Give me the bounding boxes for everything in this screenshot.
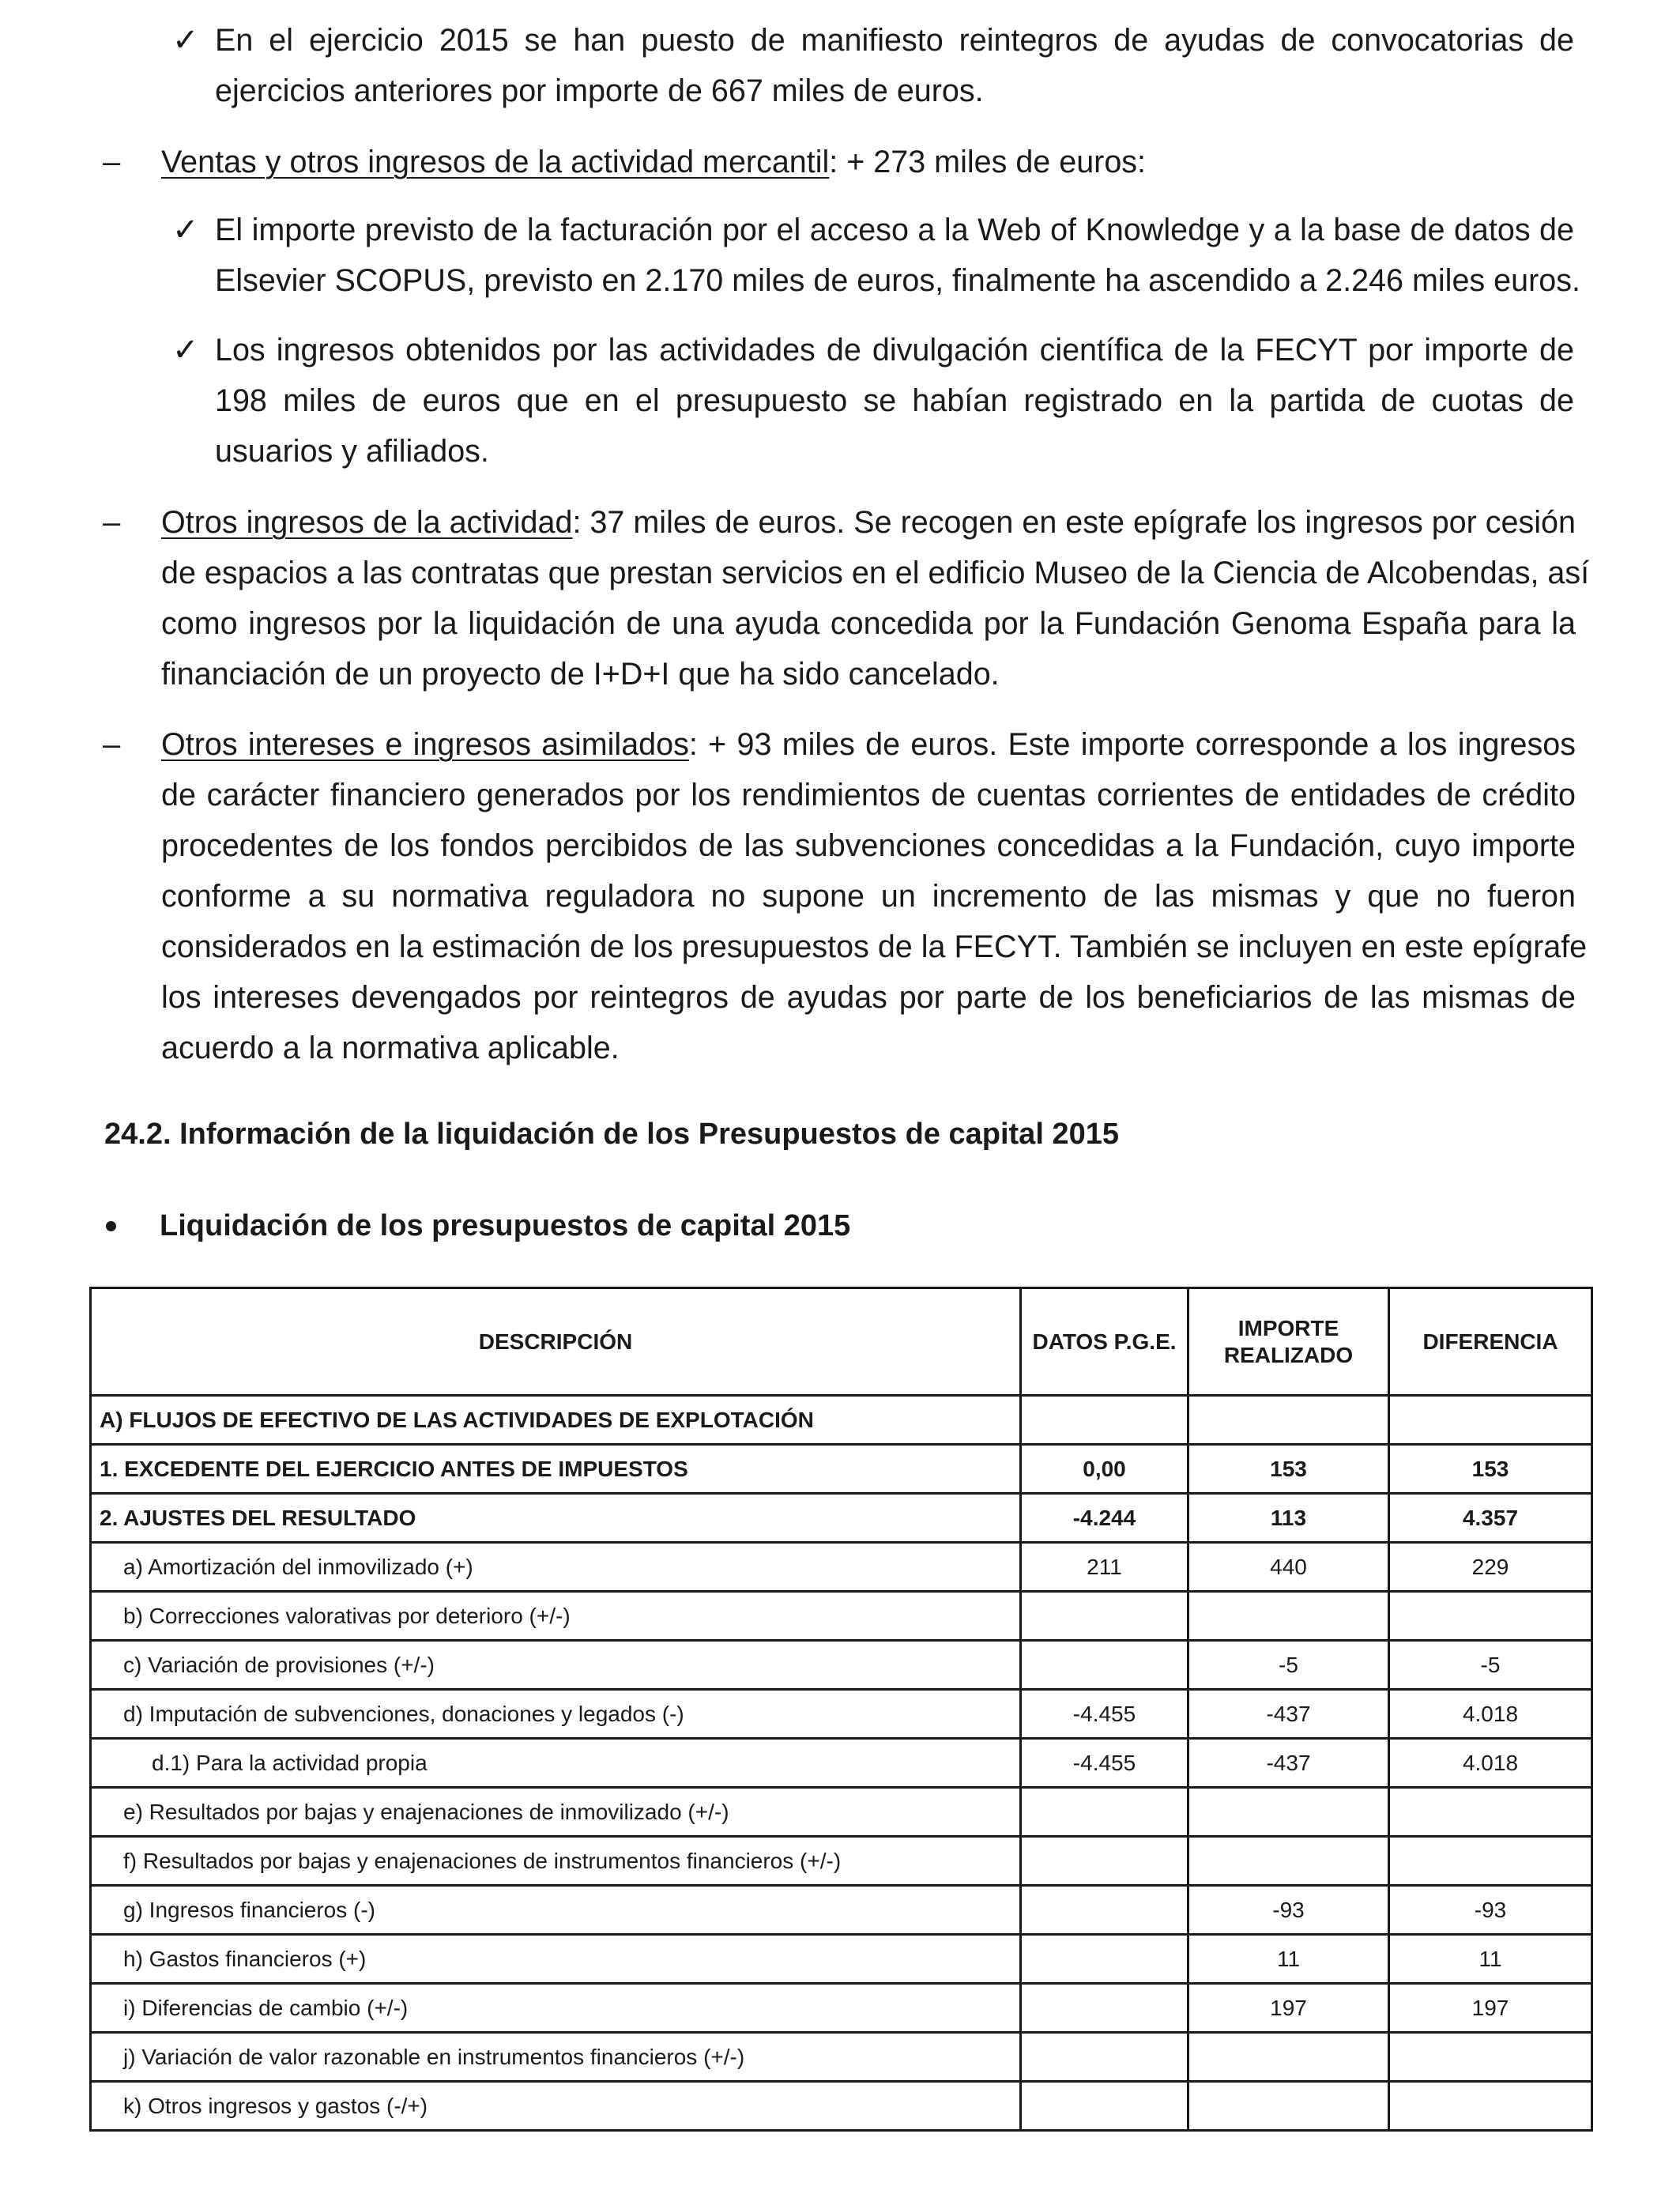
cell-diferencia: 4.357 <box>1389 1494 1592 1543</box>
cell-datos-pge: -4.244 <box>1021 1494 1188 1543</box>
cell-diferencia <box>1389 1592 1592 1641</box>
paragraph-title: Ventas y otros ingresos de la actividad mercantil <box>161 145 830 179</box>
row-description: a) Amortización del inmovilizado (+) <box>91 1543 1021 1592</box>
cell-datos-pge <box>1021 1788 1188 1837</box>
table-row <box>91 2082 1592 2131</box>
cell-datos-pge <box>1021 1396 1188 1445</box>
table-row <box>91 1543 1592 1592</box>
row-description: 1. EXCEDENTE DEL EJERCICIO ANTES DE IMPUESTOS <box>91 1445 1021 1494</box>
text-line: considerados en la estimación de los presupuestos de la FECYT. También se incluyen en este epígrafe <box>161 929 1588 964</box>
row-description: A) FLUJOS DE EFECTIVO DE LAS ACTIVIDADES DE EXPLOTACIÓN <box>91 1396 1021 1445</box>
table-row <box>91 1739 1592 1788</box>
cell-diferencia: -93 <box>1389 1886 1592 1935</box>
text-line: El importe previsto de la facturación por el acceso a la Web of Knowledge y a la base de datos de <box>215 213 1574 247</box>
cell-importe-realizado: -437 <box>1188 1690 1389 1739</box>
text-line: conforme a su normativa reguladora no supone un incremento de las mismas y que no fueron <box>161 879 1576 914</box>
checkmark-icon: ✓ <box>172 333 199 368</box>
table-row <box>91 1641 1592 1690</box>
text-line: los intereses devengados por reintegros de ayudas por parte de los beneficiarios de las mismas de <box>161 980 1576 1015</box>
cell-importe-realizado: -93 <box>1188 1886 1389 1935</box>
cell-importe-realizado: -5 <box>1188 1641 1389 1690</box>
cell-datos-pge <box>1021 2082 1188 2131</box>
paragraph-text: : + 273 miles de euros: <box>829 145 1147 179</box>
row-description: b) Correcciones valorativas por deterioro (+/-) <box>91 1592 1021 1641</box>
table-row <box>91 1690 1592 1739</box>
cell-importe-realizado <box>1188 2033 1389 2082</box>
row-description: j) Variación de valor razonable en instrumentos financieros (+/-) <box>91 2033 1021 2082</box>
cell-datos-pge <box>1021 1592 1188 1641</box>
cell-importe-realizado: 11 <box>1188 1935 1389 1984</box>
cell-importe-realizado <box>1188 1837 1389 1886</box>
cell-diferencia <box>1389 1396 1592 1445</box>
text-line: como ingresos por la liquidación de una ayuda concedida por la Fundación Genoma España para la <box>161 606 1576 641</box>
table-row <box>91 1788 1592 1837</box>
section-heading: 24.2. Información de la liquidación de los Presupuestos de capital 2015 <box>104 1118 1119 1151</box>
row-description: i) Diferencias de cambio (+/-) <box>91 1984 1021 2033</box>
cell-diferencia: 197 <box>1389 1984 1592 2033</box>
subsection-heading: Liquidación de los presupuestos de capital 2015 <box>160 1209 851 1242</box>
cell-diferencia <box>1389 1788 1592 1837</box>
paragraph-divulgacion <box>215 325 1574 477</box>
cell-diferencia: 153 <box>1389 1445 1592 1494</box>
table-row <box>91 1935 1592 1984</box>
table-row <box>91 1494 1592 1543</box>
table-row <box>91 1592 1592 1641</box>
cell-importe-realizado: 113 <box>1188 1494 1389 1543</box>
bullet-dot-icon <box>106 1221 116 1231</box>
text-line: financiación de un proyecto de I+D+I que ha sido cancelado. <box>161 657 1000 692</box>
text-line: de carácter financiero generados por los rendimientos de cuentas corrientes de entidades de crédito <box>161 778 1576 812</box>
text-line: usuarios y afiliados. <box>215 434 489 469</box>
cell-datos-pge: -4.455 <box>1021 1739 1188 1788</box>
table-row <box>91 2033 1592 2082</box>
paragraph-title: Otros ingresos de la actividad <box>161 505 573 540</box>
cell-importe-realizado <box>1188 1396 1389 1445</box>
cell-importe-realizado <box>1188 2082 1389 2131</box>
row-description: d.1) Para la actividad propia <box>91 1739 1021 1788</box>
row-description: k) Otros ingresos y gastos (-/+) <box>91 2082 1021 2131</box>
cell-diferencia: -5 <box>1389 1641 1592 1690</box>
dash-bullet: – <box>103 145 121 179</box>
paragraph-reintegros <box>215 15 1574 116</box>
text-line: procedentes de los fondos percibidos de las subvenciones concedidas a la Fundación, cuyo importe <box>161 828 1576 863</box>
cell-importe-realizado: 197 <box>1188 1984 1389 2033</box>
cell-datos-pge: 211 <box>1021 1543 1188 1592</box>
cell-diferencia: 4.018 <box>1389 1690 1592 1739</box>
cell-diferencia <box>1389 1837 1592 1886</box>
paragraph-text: : 37 miles de euros. Se recogen en este epígrafe los ingresos por cesión <box>572 505 1576 540</box>
text-line: ejercicios anteriores por importe de 667 miles de euros. <box>215 74 984 108</box>
cell-diferencia <box>1389 2082 1592 2131</box>
dash-bullet: – <box>103 505 121 540</box>
row-description: 2. AJUSTES DEL RESULTADO <box>91 1494 1021 1543</box>
header-datos-pge: DATOS P.G.E. <box>1021 1288 1188 1396</box>
header-importe-realizado: IMPORTE REALIZADO <box>1188 1288 1389 1396</box>
checkmark-icon: ✓ <box>172 213 199 247</box>
cell-diferencia: 11 <box>1389 1935 1592 1984</box>
text-line: de espacios a las contratas que prestan servicios en el edificio Museo de la Ciencia de Alcobendas, así <box>161 556 1590 590</box>
cell-datos-pge: -4.455 <box>1021 1690 1188 1739</box>
checkmark-icon: ✓ <box>172 23 199 58</box>
cell-diferencia: 229 <box>1389 1543 1592 1592</box>
text-line: Los ingresos obtenidos por las actividades de divulgación científica de la FECYT por importe de <box>215 333 1574 368</box>
cell-datos-pge <box>1021 1984 1188 2033</box>
cell-importe-realizado: 153 <box>1188 1445 1389 1494</box>
row-description: f) Resultados por bajas y enajenaciones de instrumentos financieros (+/-) <box>91 1837 1021 1886</box>
header-diferencia: DIFERENCIA <box>1389 1288 1592 1396</box>
paragraph-facturacion <box>215 205 1580 306</box>
cell-diferencia: 4.018 <box>1389 1739 1592 1788</box>
text-line: 198 miles de euros que en el presupuesto se habían registrado en la partida de cuotas de <box>215 383 1574 418</box>
cell-importe-realizado <box>1188 1592 1389 1641</box>
table-row <box>91 1445 1592 1494</box>
table-row <box>91 1984 1592 2033</box>
text-line: Elsevier SCOPUS, previsto en 2.170 miles de euros, finalmente ha ascendido a 2.246 miles euros. <box>215 263 1580 298</box>
row-description: g) Ingresos financieros (-) <box>91 1886 1021 1935</box>
row-description: e) Resultados por bajas y enajenaciones de inmovilizado (+/-) <box>91 1788 1021 1837</box>
paragraph-title: Otros intereses e ingresos asimilados <box>161 727 689 762</box>
cell-datos-pge: 0,00 <box>1021 1445 1188 1494</box>
row-description: d) Imputación de subvenciones, donaciones y legados (-) <box>91 1690 1021 1739</box>
table-row <box>91 1396 1592 1445</box>
table-header-row <box>91 1288 1592 1396</box>
budget-table <box>89 1287 1593 2132</box>
cell-importe-realizado: -437 <box>1188 1739 1389 1788</box>
table-row <box>91 1837 1592 1886</box>
cell-datos-pge <box>1021 1935 1188 1984</box>
cell-datos-pge <box>1021 1886 1188 1935</box>
cell-datos-pge <box>1021 1837 1188 1886</box>
text-line: En el ejercicio 2015 se han puesto de manifiesto reintegros de ayudas de convocatorias de <box>215 23 1574 58</box>
cell-diferencia <box>1389 2033 1592 2082</box>
cell-datos-pge <box>1021 2033 1188 2082</box>
paragraph-ventas <box>161 137 1576 187</box>
row-description: h) Gastos financieros (+) <box>91 1935 1021 1984</box>
paragraph-otros-ingresos <box>161 497 1590 699</box>
text-line: acuerdo a la normativa aplicable. <box>161 1031 620 1065</box>
cell-importe-realizado: 440 <box>1188 1543 1389 1592</box>
header-descripcion: DESCRIPCIÓN <box>91 1288 1021 1396</box>
row-description: c) Variación de provisiones (+/-) <box>91 1641 1021 1690</box>
paragraph-text: : + 93 miles de euros. Este importe corresponde a los ingresos <box>688 727 1576 762</box>
cell-importe-realizado <box>1188 1788 1389 1837</box>
paragraph-otros-intereses <box>161 719 1588 1073</box>
cell-datos-pge <box>1021 1641 1188 1690</box>
table-row <box>91 1886 1592 1935</box>
dash-bullet: – <box>103 727 121 762</box>
